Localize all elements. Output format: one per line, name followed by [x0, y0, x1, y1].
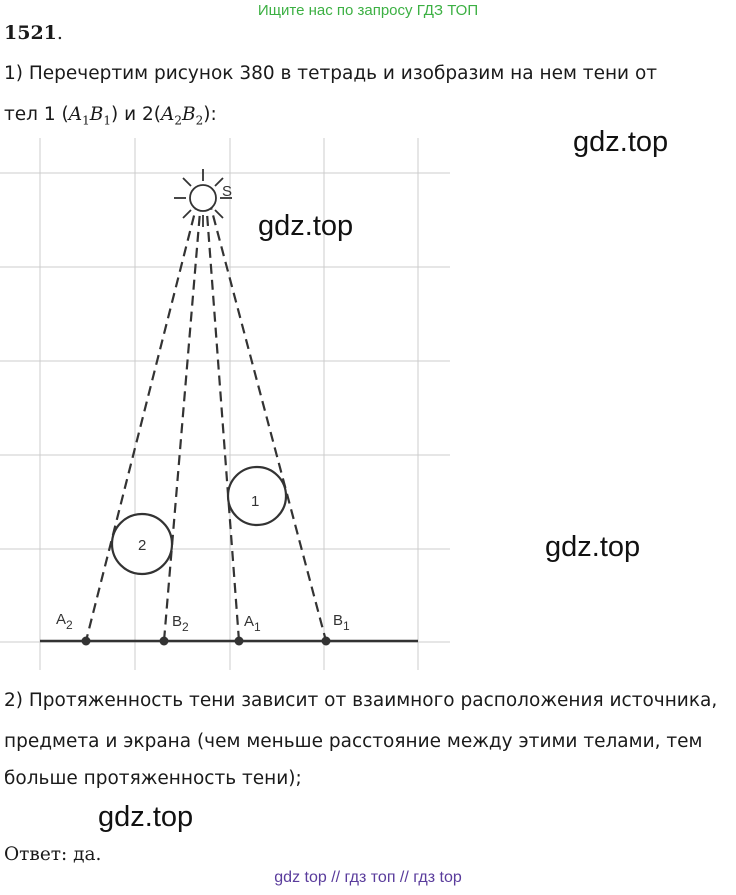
intro-line-2-post: ):: [203, 104, 217, 125]
watermark-3: gdz.top: [545, 531, 641, 563]
label-a2: $A_2$: [56, 611, 73, 632]
label-b2: $B_2$: [172, 613, 189, 634]
intro-line-2-mid: ) и 2(: [111, 104, 161, 125]
watermark-4: gdz.top: [98, 801, 194, 833]
body-1-label: 1: [251, 493, 260, 510]
light-rays: [86, 200, 326, 641]
point-a1: [235, 637, 244, 646]
intro-line-2: [4, 98, 217, 138]
figure-grid: [0, 138, 450, 670]
point-a2: [82, 637, 91, 646]
problem-number: [4, 22, 63, 44]
math-a2: $A_2B_2$: [161, 104, 204, 128]
top-banner: Ищите нас по запросу ГДЗ ТОП: [257, 2, 479, 19]
point-b1: [322, 637, 331, 646]
point-b2: [160, 637, 169, 646]
label-b1: $B_1$: [333, 612, 350, 633]
watermark-1: gdz.top: [573, 126, 669, 158]
problem-number-value: 1521: [4, 22, 57, 44]
problem-number-dot: .: [56, 22, 63, 44]
watermark-2: gdz.top: [258, 210, 354, 242]
body-2-label: 2: [138, 537, 147, 554]
para2-line-2: предмета и экрана (чем меньше расстояние между этими телами, тем: [4, 731, 703, 752]
intro-line-1: 1) Перечертим рисунок 380 в тетрадь и изобразим на нем тени от: [4, 63, 658, 84]
answer-line: Ответ: да.: [4, 844, 102, 865]
ray-to-b1: [209, 200, 326, 641]
para2-line-1: 2) Протяженность тени зависит от взаимного расположения источника,: [4, 690, 718, 711]
label-a1: $A_1$: [244, 613, 261, 634]
ray-to-a1: [206, 200, 239, 641]
ray-to-b2: [164, 200, 201, 641]
intro-line-2-pre: тел 1 (: [4, 104, 69, 125]
shadow-figure: [0, 138, 460, 678]
source-label: S: [222, 183, 233, 200]
footer-links: gdz top // гдз топ // гдз top: [274, 869, 462, 886]
para2-line-3: больше протяженность тени);: [4, 768, 302, 789]
math-a1: $A_1B_1$: [68, 104, 111, 128]
